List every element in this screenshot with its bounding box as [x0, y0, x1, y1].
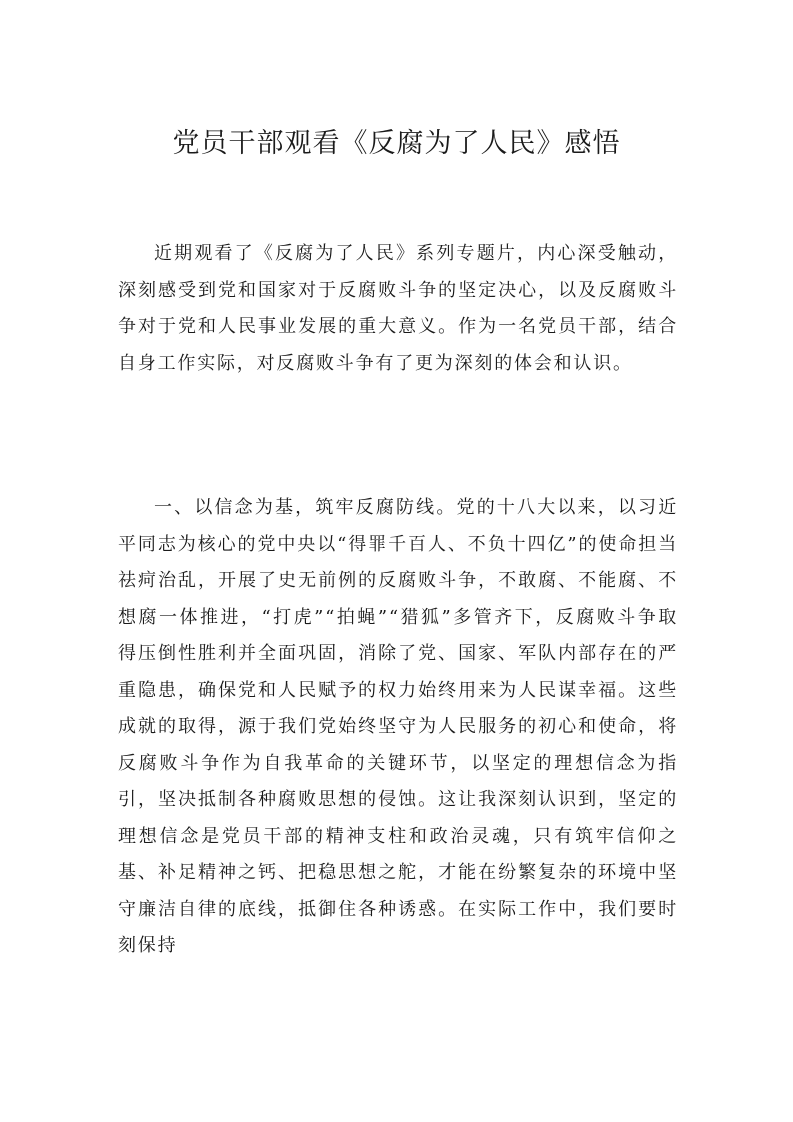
paragraph-section-one: 一、以信念为基，筑牢反腐防线。党的十八大以来，以习近平同志为核心的党中央以“得罪千百人、不负十四亿”的使命担当祛疴治乱，开展了史无前例的反腐败斗争，不敢腐、不能腐、不想腐一体推进，“打虎”“拍蝇”“猎狐”多管齐下，反腐败斗争取得压倒性胜利并全面巩固，消除了党、国家、军队内部存在的严重隐患，确保党和人民赋予的权力始终用来为人民谋幸福。这些成就的取得，源于我们党始终坚守为人民服务的初心和使命，将反腐败斗争作为自我革命的关键环节，以坚定的理想信念为指引，坚决抵制各种腐败思想的侵蚀。这让我深刻认识到，坚定的理想信念是党员干部的精神支柱和政治灵魂，只有筑牢信仰之基、补足精神之钙、把稳思想之舵，才能在纷繁复杂的环境中坚守廉洁自律的底线，抵御住各种诱惑。在实际工作中，我们要时刻保持	[118, 497, 678, 956]
paragraph-intro: 近期观看了《反腐为了人民》系列专题片，内心深受触动，深刻感受到党和国家对于反腐败斗争的坚定决心，以及反腐败斗争对于党和人民事业发展的重大意义。作为一名党员干部，结合自身工作实际，对反腐败斗争有了更为深刻的体会和认识。	[118, 243, 678, 374]
document-title: 党员干部观看《反腐为了人民》感悟	[172, 128, 621, 159]
